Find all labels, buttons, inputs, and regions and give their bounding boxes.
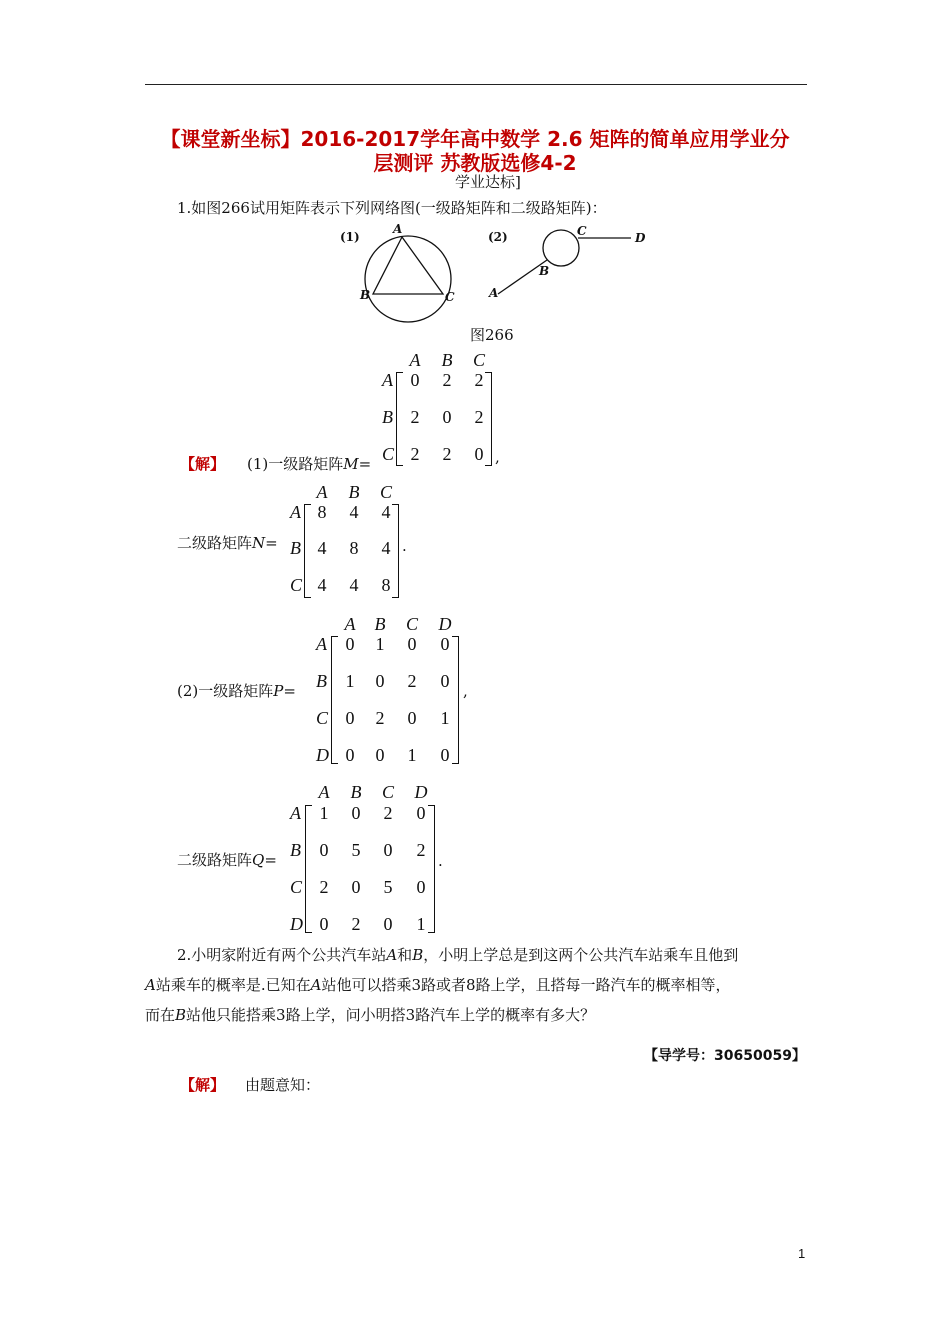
matrix-p-cell: 2: [407, 671, 417, 691]
header-rule: [145, 84, 807, 85]
section-label: 学业达标]: [455, 173, 521, 191]
matrix-p-row: A: [316, 634, 327, 654]
matrix-p-row: C: [316, 708, 329, 728]
matrix-p-row: D: [316, 745, 329, 765]
matrix-q-cell: 2: [383, 803, 393, 823]
matrix-p-col: D: [438, 614, 452, 634]
matrix-n-cell: 4: [317, 575, 327, 595]
matrix-q-cell: 5: [351, 840, 361, 860]
matrix-q-row: B: [290, 840, 301, 860]
matrix-m-row: B: [382, 407, 393, 427]
matrix-m-label: (1)一级路矩阵M=: [247, 455, 372, 473]
graph1-node-c: C: [445, 290, 455, 304]
graph2-node-d: D: [635, 231, 646, 245]
question-2-line2: A站乘车的概率是.已知在A站他可以搭乘3路或者8路上学，且搭每一路汽车的概率相等，: [145, 976, 731, 994]
matrix-q-cell: 0: [416, 803, 426, 823]
matrix-p-col: A: [344, 614, 356, 634]
matrix-q-cell: 0: [351, 877, 361, 897]
matrix-n-row: A: [290, 502, 301, 522]
matrix-q-cell: 0: [319, 840, 329, 860]
matrix-m-cell: 2: [410, 407, 420, 427]
graph1-node-b: B: [360, 288, 371, 302]
matrix-q-cell: 1: [416, 914, 426, 934]
matrix-q-col: C: [381, 782, 394, 802]
matrix-n-cell: 4: [349, 502, 359, 522]
matrix-q: [290, 782, 460, 938]
matrix-n-cell: 8: [317, 502, 327, 522]
matrix-q-col: A: [318, 782, 330, 802]
matrix-m-left-bracket: [396, 372, 403, 466]
question-2-line3: 而在B站他只能搭乘3路上学，问小明搭3路汽车上学的概率有多大？: [145, 1006, 596, 1024]
question-1-text: 1.如图266试用矩阵表示下列网络图(一级路矩阵和二级路矩阵)：: [177, 199, 607, 217]
matrix-n-cell: 4: [381, 538, 391, 558]
matrix-p-cell: 0: [345, 634, 355, 654]
matrix-p-col: B: [374, 614, 386, 634]
matrix-p-cell: 0: [440, 671, 450, 691]
matrix-p-cell: 0: [375, 745, 385, 765]
matrix-n-left-bracket: [304, 504, 311, 598]
matrix-n: [290, 482, 420, 602]
matrix-q-cell: 2: [416, 840, 426, 860]
matrix-p-cell: 0: [440, 634, 450, 654]
solution-2-text: 由题意知：: [245, 1076, 321, 1094]
matrix-m-cell: 0: [474, 444, 484, 464]
graph1-circle: [365, 236, 451, 322]
matrix-p: [316, 614, 486, 770]
matrix-q-cell: 0: [416, 877, 426, 897]
matrix-m-col: C: [472, 350, 485, 370]
page-title-line2: 层测评 苏教版选修4-2: [373, 151, 577, 175]
matrix-q-col: D: [414, 782, 428, 802]
matrix-q-left-bracket: [305, 805, 312, 933]
graph1-node-a: A: [393, 222, 403, 236]
guide-number: 【导学号：30650059】: [644, 1048, 806, 1064]
matrix-p-cell: 1: [407, 745, 417, 765]
figure-2: [486, 224, 656, 304]
graph2-node-c: C: [577, 224, 587, 238]
figure-1: [338, 224, 468, 324]
matrix-q-row: A: [290, 803, 301, 823]
page-number: 1: [798, 1246, 806, 1261]
matrix-q-cell: 2: [351, 914, 361, 934]
matrix-p-comma: ,: [463, 682, 468, 700]
solution-1-tag: 【解】: [180, 455, 226, 473]
matrix-n-period: .: [402, 537, 407, 555]
matrix-n-row: B: [290, 538, 301, 558]
matrix-m-cell: 2: [442, 370, 452, 390]
figure-2-label: (2): [488, 230, 508, 244]
page-title-line1: 【课堂新坐标】2016-2017学年高中数学 2.6 矩阵的简单应用学业分: [160, 127, 790, 151]
matrix-n-col: C: [379, 482, 392, 502]
matrix-m-col: A: [409, 350, 421, 370]
matrix-n-col: A: [316, 482, 328, 502]
matrix-p-cell: 0: [440, 745, 450, 765]
matrix-n-cell: 4: [381, 502, 391, 522]
matrix-m: [382, 350, 512, 470]
matrix-n-row: C: [290, 575, 303, 595]
matrix-p-label: (2)一级路矩阵P=: [177, 682, 296, 700]
matrix-q-cell: 5: [383, 877, 393, 897]
matrix-q-col: B: [350, 782, 362, 802]
matrix-m-comma: ,: [495, 448, 500, 466]
matrix-p-left-bracket: [331, 636, 338, 764]
graph2-node-b: B: [539, 264, 550, 278]
matrix-p-col: C: [405, 614, 418, 634]
matrix-m-cell: 0: [442, 407, 452, 427]
matrix-p-cell: 0: [375, 671, 385, 691]
matrix-q-cell: 0: [383, 914, 393, 934]
graph2-circle: [543, 230, 579, 266]
graph1-triangle: [373, 237, 443, 294]
matrix-n-cell: 4: [317, 538, 327, 558]
matrix-q-cell: 0: [383, 840, 393, 860]
matrix-p-cell: 0: [345, 708, 355, 728]
matrix-m-cell: 2: [410, 444, 420, 464]
question-2-line1: 2.小明家附近有两个公共汽车站A和B，小明上学总是到这两个公共汽车站乘车且他到: [177, 946, 739, 964]
matrix-n-cell: 8: [349, 538, 359, 558]
matrix-m-col: B: [441, 350, 453, 370]
matrix-q-period: .: [438, 852, 443, 870]
matrix-p-cell: 0: [345, 745, 355, 765]
matrix-p-cell: 0: [407, 708, 417, 728]
matrix-p-cell: 2: [375, 708, 385, 728]
matrix-m-cell: 2: [474, 407, 484, 427]
graph2-node-a: A: [489, 286, 499, 300]
matrix-n-cell: 8: [381, 575, 391, 595]
network-graph-1: [338, 224, 468, 324]
matrix-n-label: 二级路矩阵N=: [177, 534, 278, 552]
matrix-m-cell: 2: [442, 444, 452, 464]
matrix-m-row: A: [382, 370, 393, 390]
matrix-p-cell: 1: [375, 634, 385, 654]
matrix-m-cell: 0: [410, 370, 420, 390]
solution-2-tag: 【解】: [180, 1076, 226, 1094]
matrix-q-cell: 1: [319, 803, 329, 823]
matrix-n-cell: 4: [349, 575, 359, 595]
matrix-p-cell: 0: [407, 634, 417, 654]
matrix-q-label: 二级路矩阵Q=: [177, 851, 277, 869]
matrix-q-row: D: [290, 914, 303, 934]
matrix-p-cell: 1: [440, 708, 450, 728]
matrix-m-cell: 2: [474, 370, 484, 390]
figure-caption: 图266: [470, 326, 514, 344]
matrix-p-row: B: [316, 671, 327, 691]
figure-1-label: (1): [340, 230, 360, 244]
matrix-q-cell: 0: [351, 803, 361, 823]
matrix-n-col: B: [348, 482, 360, 502]
matrix-q-cell: 2: [319, 877, 329, 897]
matrix-p-cell: 1: [345, 671, 355, 691]
matrix-q-cell: 0: [319, 914, 329, 934]
network-graph-2: [486, 224, 656, 304]
matrix-m-row: C: [382, 444, 395, 464]
matrix-q-row: C: [290, 877, 303, 897]
